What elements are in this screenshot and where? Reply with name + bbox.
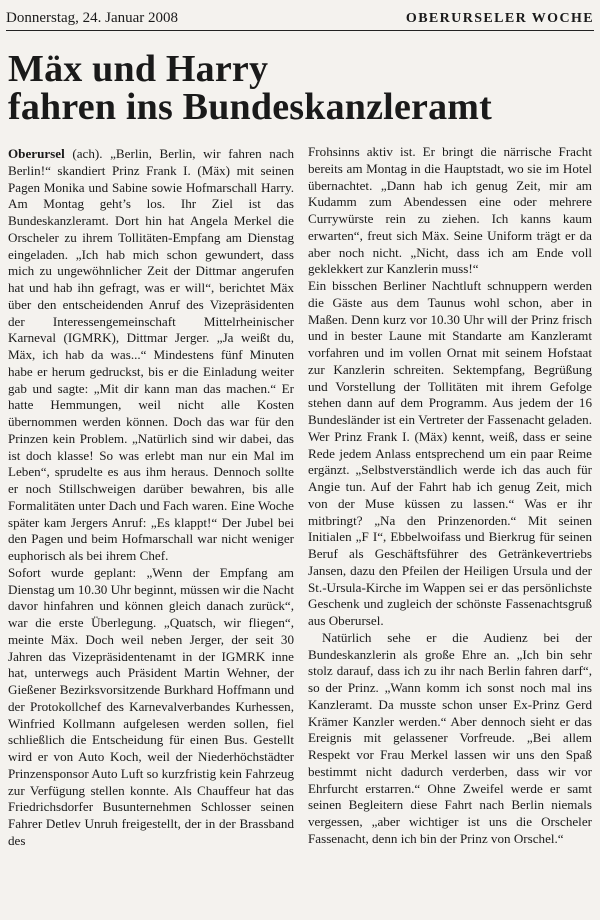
paragraph: Natürlich sehe er die Audienz bei der Bundeskanzlerin als große Ehre an. „Ich bin sehr stolz darauf, dass ich zu ihr nach Berlin fahren darf“, so der Prinz. „Wann komm ich sonst noch mal ins Kanzleramt. Da musste schon unser Ex-Prinz Gerd Krämer Kanzler werden.“ Aber dennoch sieht er das Ereignis mit gelassener Vorfreude. „Bei allem Respekt vor Frau Merkel lassen wir uns den Spaß bestimmt nicht dadurch verderben, dass wir vor Ehrfurcht erstarren.“ Ohne Zweifel werde er samt seinen Begleitern diese Fahrt nach Berlin niemals vergessen, „aber wichtiger ist uns die Orscheler Fassenacht, denn ich bin der Prinz von Orschel.“ [308, 629, 592, 846]
article-headline [8, 50, 592, 126]
paragraph: Sofort wurde geplant: „Wenn der Empfang am Dienstag um 10.30 Uhr beginnt, müssen wir die Nacht davor hinfahren und können gleich danach zurück“, war die erste Überlegung. „Quatsch, wir fliegen“, meinte Mäx. Doch weil neben Jerger, der seit 30 Jahren das Vizepräsidentenamt in der IGMRK inne hat, unterwegs auch Präsident Martin Wehner, der Gießener Bezirksvorsitzende Burkhard Hoffmann und der Protokollchef des Karnevalverbandes Kurhessen, Winfried Kollmann aufgelesen werden sollen, fiel schließlich die Entscheidung für einen Bus. Gestellt wird er von Auto Koch, weil der Niederhöchstädter Prinzensponsor Auto Luft so kurzfristig kein Fahrzeug zur Verfügung stellen konnte. Als Chauffeur hat das Friedrichsdorfer Busunternehmen Schlosser seinen Fahrer Detlev Unruh freigestellt, der in der Brassband des [8, 564, 294, 848]
paragraph [8, 146, 294, 565]
headline-line-1: Mäx und Harry [8, 48, 269, 90]
paragraph: Frohsinns aktiv ist. Er bringt die närrische Fracht bereits am Montag in die Hauptstadt, wo sie im Hotel übernachtet. „Dann hab ich genug Zeit, mir am Kudamm zum Abendessen eine oder mehrere Currywürste rein zu ziehen. Ich kanns kaum erwarten“, freut sich Mäx. Seine Uniform trägt er da aber noch nicht. „Nicht, dass ich am Ende voll geklekkert zur Kanzlerin muss!“ [308, 144, 592, 277]
headline-line-2: fahren ins Bundeskanzleramt [8, 86, 492, 128]
publication-name: OBERURSELER WOCHE [405, 11, 594, 26]
article-column-left [8, 146, 294, 850]
paragraph: Ein bisschen Berliner Nachtluft schnuppern werden die Gäste aus dem Taunus wohl schon, aber in Maßen. Denn kurz vor 10.30 Uhr will der Prinz frisch und in bester Laune mit Standarte am Kanzleramt vorfahren und im vollen Ornat mit seinem Hofstaat zur Kanzlerin schreiten. Sektempfang, Begrüßung und Vorstellung der Tollitäten mit ihrem Gefolge stehen dann auf dem Programm. Aus jedem der 16 Bundesländer ist ein Vertreter der Fassenacht geladen. Wer Prinz Frank I. (Mäx) kennt, weiß, dass er seine Rede jedem Anlass entsprechend um ein paar Reime ergänzt. „Selbstverständlich werde ich das auch für Angie tun. Auf der Fahrt hab ich genug Zeit, mich von der Muse küssen zu lassen.“ Was er ihr mitbringt? „Na den Prinzenorden.“ Mit seinen Initialen „F I“, Ebbelwoifass und Bierkrug für seinen Beruf als Geschäftsführer des Getränkevertriebs Jansen, dazu den Pfeilen der Heiligen Ursula und der St.-Ursula-Kirche im Wappen sei er das persönlichste Geschenk und zugleich der schönste Fassenachtsgruß aus Oberursel. [308, 278, 592, 628]
dateline-location: Oberursel [8, 146, 65, 161]
masthead [6, 6, 594, 31]
paragraph-text: (ach). „Berlin, Berlin, wir fahren nach Berlin!“ skandiert Prinz Frank I. (Mäx) mit seinen Pagen Monika und Sabine sowie Hofmarschall Harry. Am Montag geht’s los. Ihr Ziel ist das Bundeskanzleramt. Dort hin hat Angela Merkel die Orscheler zu ihrem Tollitäten-Empfang am Dienstag eingeladen. „Ich hab mich schon gewundert, dass mich zu ungewöhnlicher Zeit der Dittmar angerufen hat und hab ihn gefragt, was er will“, berichtet Mäx über den entscheidenden Anruf des Vizepräsidenten der Interessengemeinschaft Mittelrheinischer Karneval (IGMRK), Dittmar Jerger. „Ja weißt du, Mäx, ich hab da was...“ Mindestens fünf Minuten habe er herum gedruckst, bis er die Einladung weiter gab und sagte: „Mit dir kann man das machen.“ Er hatte Hemmungen, weil nicht alle Kosten übernommen werden können. Doch das war für den Prinzen kein Problem. „Natürlich sind wir dabei, das ist doch klasse! So was erlebt man nur ein Mal im Leben“, sprudelte es aus ihm heraus. Dennoch sollte er noch Stillschweigen darüber bewahren, bis alle Formalitäten unter Dach und Fach waren. Eine Woche später kam Jergers Anruf: „Es klappt!“ Der Jubel bei den Pagen und beim Hofmarschall war nicht weniger euphorisch als bei ihrem Chef. [8, 146, 294, 563]
article-column-right [308, 144, 592, 848]
issue-date: Donnerstag, 24. Januar 2008 [6, 10, 179, 26]
